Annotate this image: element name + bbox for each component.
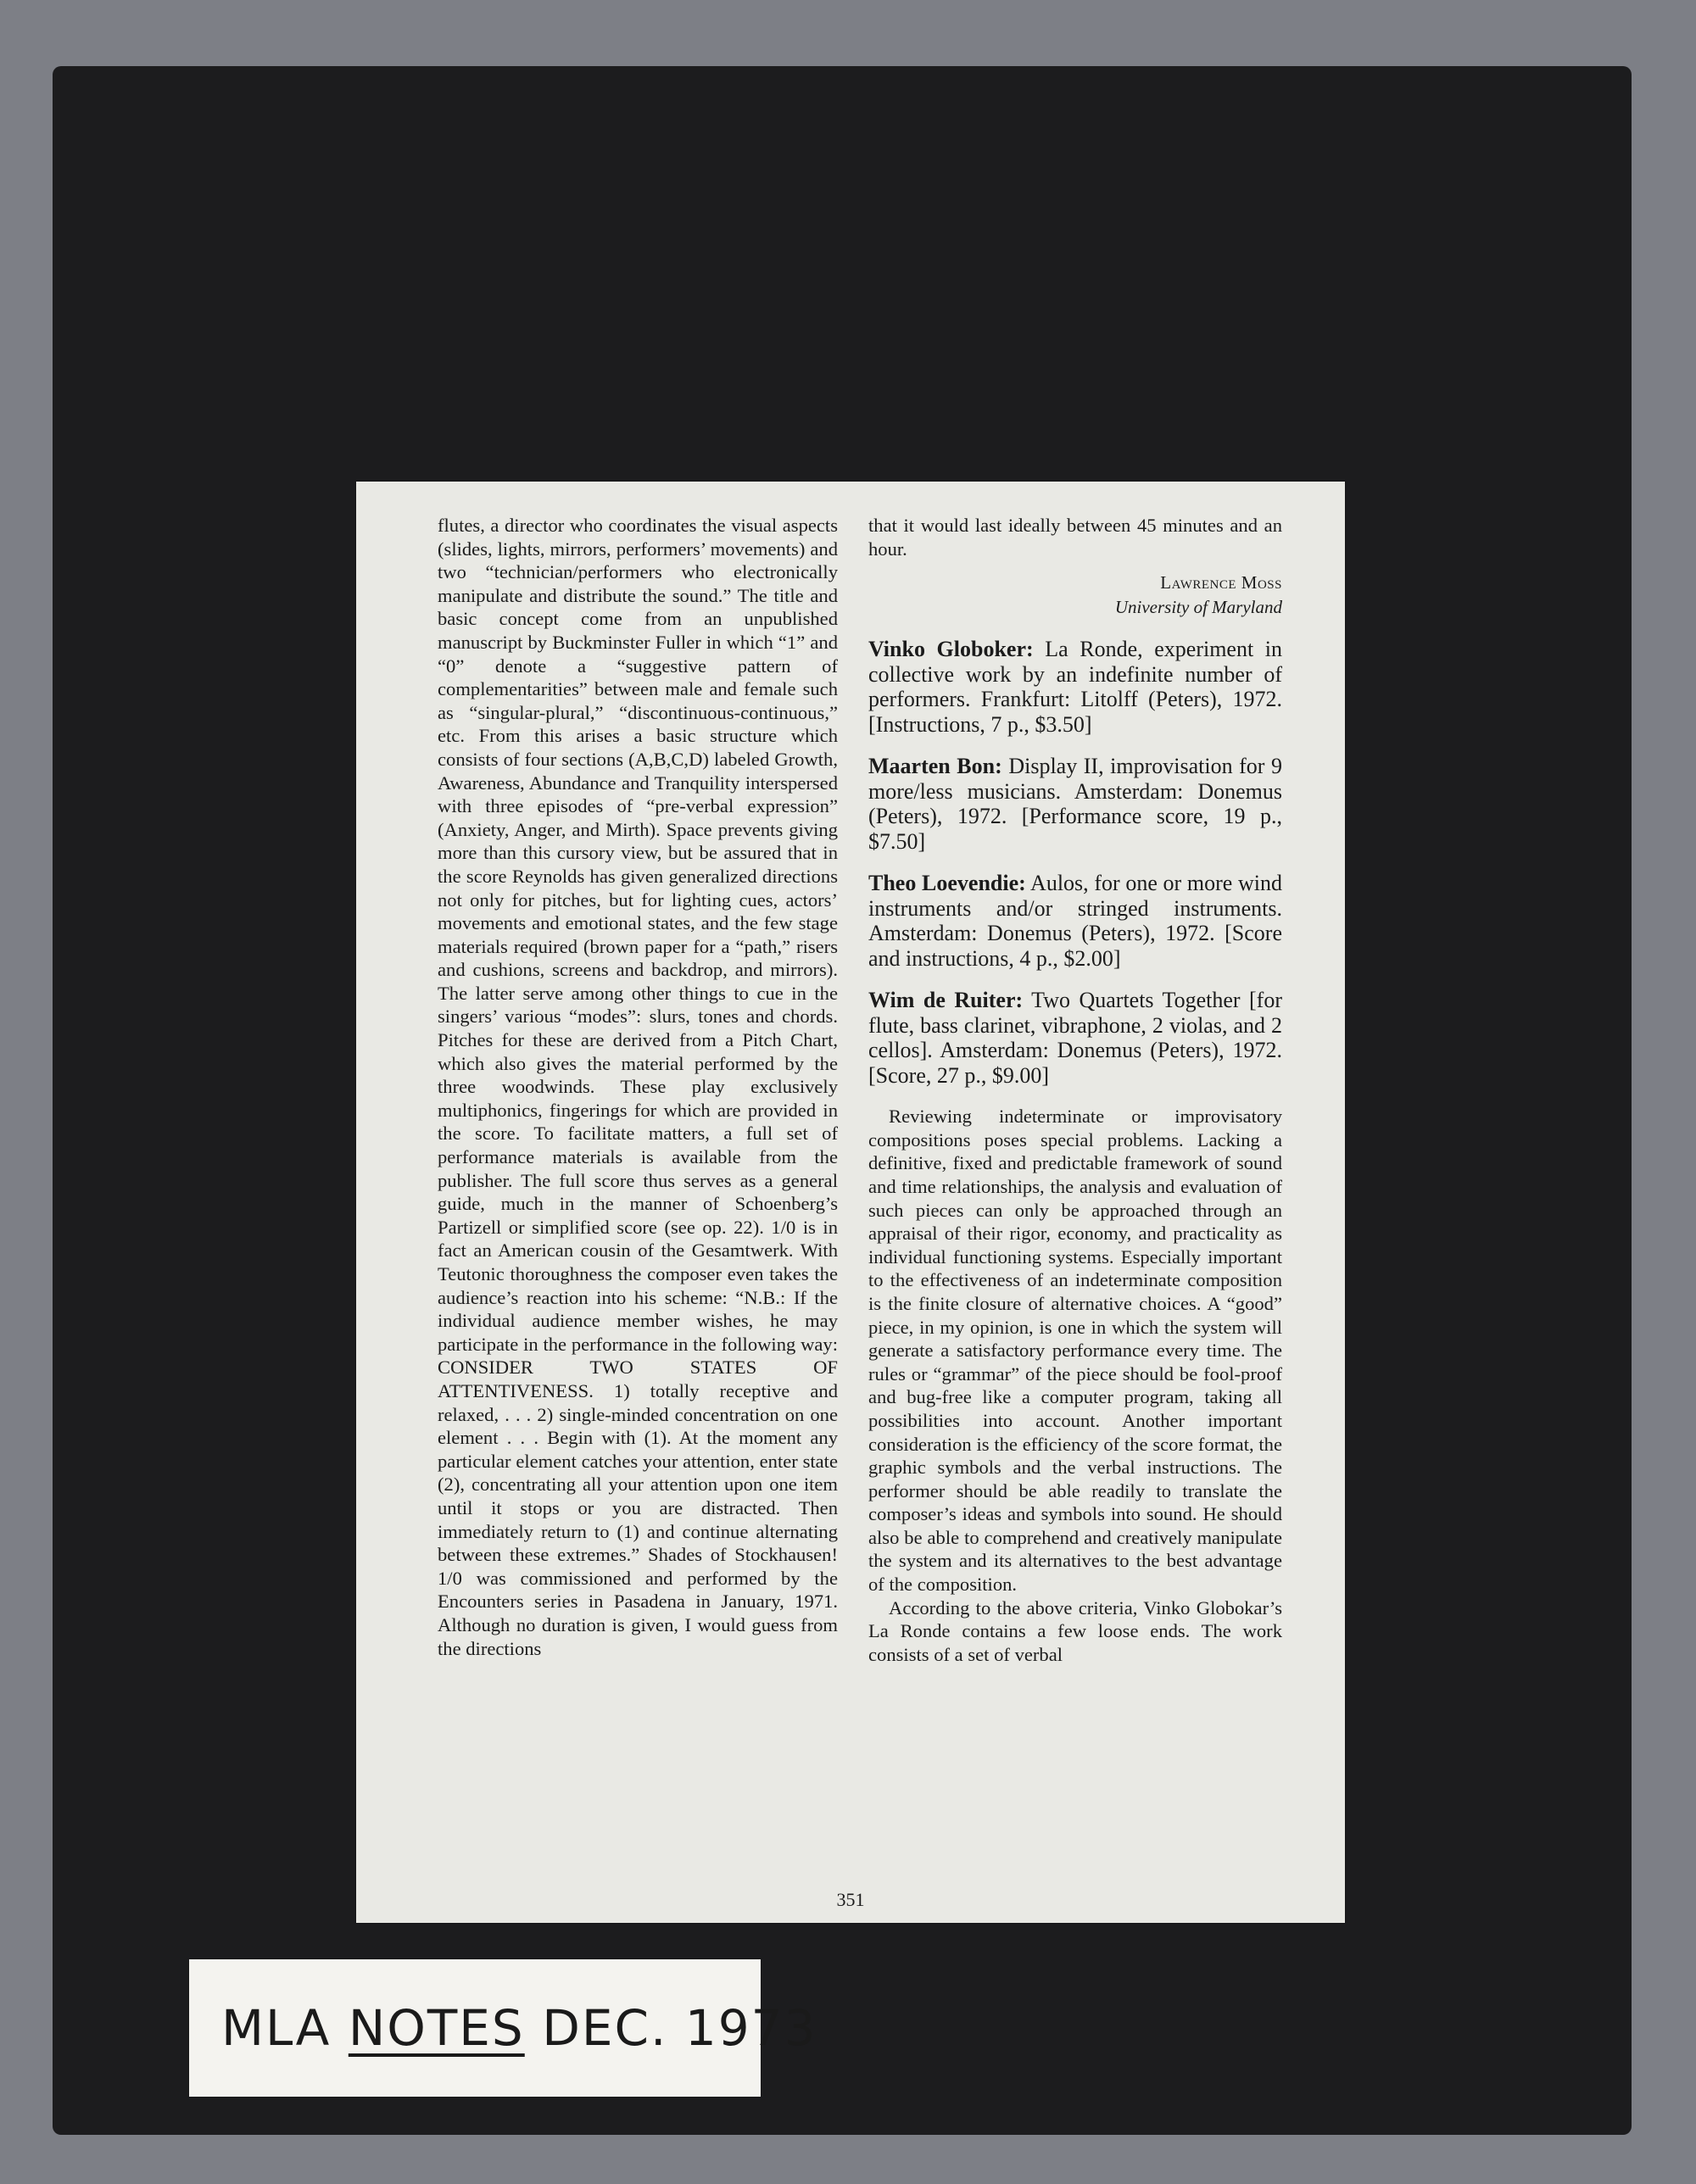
entry-details: Display II, improvisation for 9 more/less musicians. Amsterdam: Donemus (Peters), 1972. [Performance score, 19 p., $7.50] [868, 754, 1283, 854]
entry-composer: Maarten Bon: [868, 754, 1002, 779]
page-number: 351 [836, 1889, 865, 1910]
entry-details: La Ronde, experiment in collective work by an indefinite number of performers. Frankfurt: Litolff (Peters), 1972. [Instructions, 7 p., $3.50] [868, 637, 1282, 737]
entry-composer: Theo Loevendie: [868, 871, 1026, 896]
right-column-opening: that it would last ideally between 45 minutes and an hour. [868, 515, 1282, 560]
entry-composer: Wim de Ruiter: [868, 988, 1024, 1013]
review-paragraph: Reviewing indeterminate or improvisatory compositions poses special problems. Lacking a definitive, fixed and predictable framework of sound and time relationships, the analysis and evaluation of such pieces can only be approached through an appraisal of their rigor, economy, and practicality as individual functioning systems. Especially important to the effectiveness of an indeterminate composition is the finite closure of alternative choices. A “good” piece, in my opinion, is one in which the system will generate a satisfactory performance every time. The rules or “grammar” of the piece should be fool-proof and bug-free like a computer program, taking all possibilities into account. Another important consideration is the efficiency of the score format, the graphic symbols and the verbal instructions. The performer should be able readily to translate the composer’s ideas and symbols into sound. He should also be able to comprehend and creatively manipulate the system and its alternatives to the best advantage of the composition. [868, 1106, 1282, 1596]
entry-details: Two Quartets Together [for flute, bass clarinet, vibraphone, 2 violas, and 2 cellos]. Amsterdam: Donemus (Peters), 1972. [Score, 27 p., $9.00] [868, 988, 1282, 1088]
score-entry [868, 754, 1282, 854]
review-body [868, 1105, 1282, 1666]
mounting-board [53, 66, 1632, 2135]
entry-details: Aulos, for one or more wind instruments and/or stringed instruments. Amsterdam: Donemus (Peters), 1972. [Score and instructions, 4 p., $2.00] [868, 871, 1282, 971]
entry-composer: Vinko Globoker: [868, 637, 1034, 662]
right-column [868, 514, 1282, 1666]
score-entry [868, 988, 1282, 1088]
reviewer-affiliation: University of Maryland [1114, 597, 1282, 618]
label-part-journal: MLA [221, 1999, 332, 2057]
left-column [438, 514, 838, 1660]
handwritten-label [189, 1959, 817, 2097]
label-part-date: DEC. 1973 [542, 1999, 817, 2057]
label-text [221, 1998, 817, 2058]
score-entry [868, 637, 1282, 737]
label-part-notes: NOTES [348, 1999, 525, 2057]
journal-clipping [356, 482, 1345, 1923]
review-paragraph: According to the above criteria, Vinko Globokar’s La Ronde contains a few loose ends. The work consists of a set of verbal [868, 1596, 1282, 1665]
review-signature [868, 571, 1282, 620]
left-column-text: flutes, a director who coordinates the visual aspects (slides, lights, mirrors, performers’ movements) and two “technician/performers who electronically manipulate and distribute the sound.” The title and basic concept come from an unpublished manuscript by Buckminster Fuller in which “1” and “0” denote a “suggestive pattern of complementarities” between male and female such as “singular-plural,” “discontinuous-continuous,” etc. From this arises a basic structure which consists of four sections (A,B,C,D) labeled Growth, Awareness, Abundance and Tranquility interspersed with three episodes of “pre-verbal expression” (Anxiety, Anger, and Mirth). Space prevents giving more than this cursory view, but be assured that in the score Reynolds has given generalized directions not only for pitches, but for lighting cues, actors’ movements and emotional states, and the few stage materials required (brown paper for a “path,” risers and cushions, screens and backdrop, and mirrors). The latter serve among other things to cue in the singers’ various “modes”: slurs, tones and chords. Pitches for these are derived from a Pitch Chart, which also gives the material performed by the three woodwinds. These play exclusively multiphonics, fingerings for which are provided in the score. To facilitate matters, a full set of performance materials is available from the publisher. The full score thus serves as a general guide, much in the manner of Schoenberg’s Partizell or simplified score (see op. 22). 1/0 is in fact an American cousin of the Gesamtwerk. With Teutonic thoroughness the composer even takes the audience’s reaction into his scheme: “N.B.: If the individual audience member wishes, he may participate in the performance in the following way: CONSIDER TWO STATES OF ATTENTIVENESS. 1) totally receptive and relaxed, . . . 2) single-minded concentration on one element . . . Begin with (1). At the moment any particular element catches your attention, enter state (2), concentrating all your attention upon one item until it stops or you are distracted. Then immediately return to (1) and continue alternating between these extremes.” Shades of Stockhausen! 1/0 was commissioned and performed by the Encounters series in Pasadena in January, 1971. Although no duration is given, I would guess from the directions [438, 515, 838, 1659]
score-entry [868, 871, 1282, 971]
reviewer-name: Lawrence Moss [1160, 572, 1282, 593]
